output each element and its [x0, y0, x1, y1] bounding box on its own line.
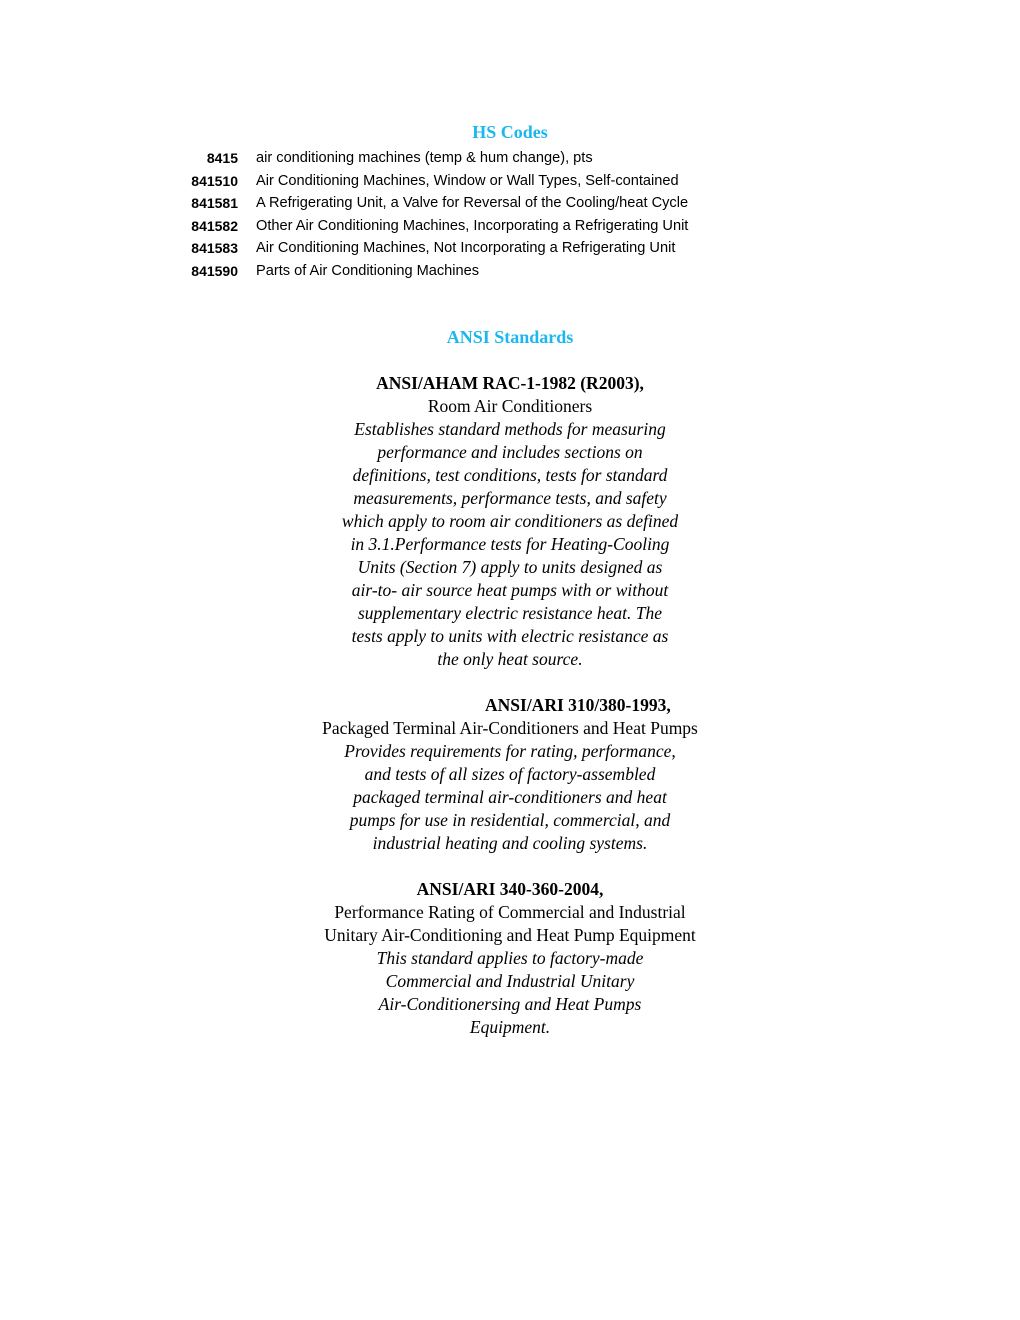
standard-entry [0, 878, 1020, 1039]
hs-description: air conditioning machines (temp & hum change), pts [256, 150, 593, 167]
hs-code-row [170, 170, 688, 193]
hs-code-row [170, 260, 688, 283]
standard-entry [0, 372, 1020, 671]
hs-description: A Refrigerating Unit, a Valve for Reversal of the Cooling/heat Cycle [256, 195, 689, 212]
hs-code: 841581 [191, 195, 238, 212]
hs-codes-table [170, 147, 688, 282]
hs-codes-title: HS Codes [472, 122, 548, 142]
standard-description: This standard applies to factory-made Commercial and Industrial Unitary Air-Conditionersing and Heat Pumps Equipment. [376, 948, 644, 1037]
standard-description: Establishes standard methods for measuring performance and includes sections on definitions, test conditions, tests for standard measurements, performance tests, and safety which apply to room air conditioners as defined in 3.1.Performance tests for Heating-Cooling Units (Section 7) apply to units designed as air-to- air source heat pumps with or without supplementary electric resistance heat. The tests apply to units with electric resistance as the only heat source. [341, 419, 679, 669]
standard-description: Provides requirements for rating, performance, and tests of all sizes of factory-assembled packaged terminal air-conditioners and heat pumps for use in residential, commercial, and industrial heating and cooling systems. [344, 741, 676, 853]
standard-name: Packaged Terminal Air-Conditioners and Heat Pumps [322, 718, 698, 738]
standard-id: ANSI/AHAM RAC-1-1982 (R2003), [376, 373, 644, 393]
hs-description: Air Conditioning Machines, Not Incorporating a Refrigerating Unit [256, 240, 676, 257]
hs-description: Other Air Conditioning Machines, Incorporating a Refrigerating Unit [256, 217, 689, 234]
hs-code: 841583 [191, 240, 238, 257]
standard-id: ANSI/ARI 310/380-1993, [485, 695, 671, 715]
hs-code: 841582 [191, 217, 238, 234]
hs-code-row [170, 237, 688, 260]
hs-code: 8415 [206, 150, 238, 167]
standard-entry [0, 694, 1020, 855]
hs-code: 841590 [191, 262, 238, 279]
hs-code-row [170, 147, 688, 170]
hs-code: 841510 [191, 172, 238, 189]
hs-code-row [170, 192, 688, 215]
standard-id: ANSI/ARI 340-360-2004, [416, 879, 604, 899]
hs-description: Parts of Air Conditioning Machines [256, 262, 480, 279]
hs-description: Air Conditioning Machines, Window or Wall Types, Self-contained [256, 172, 679, 189]
ansi-standards-title: ANSI Standards [446, 327, 574, 347]
hs-code-row [170, 215, 688, 238]
standard-name: Room Air Conditioners [427, 396, 593, 416]
standard-name: Performance Rating of Commercial and Industrial Unitary Air-Conditioning and Heat Pump Equipment [324, 902, 696, 945]
